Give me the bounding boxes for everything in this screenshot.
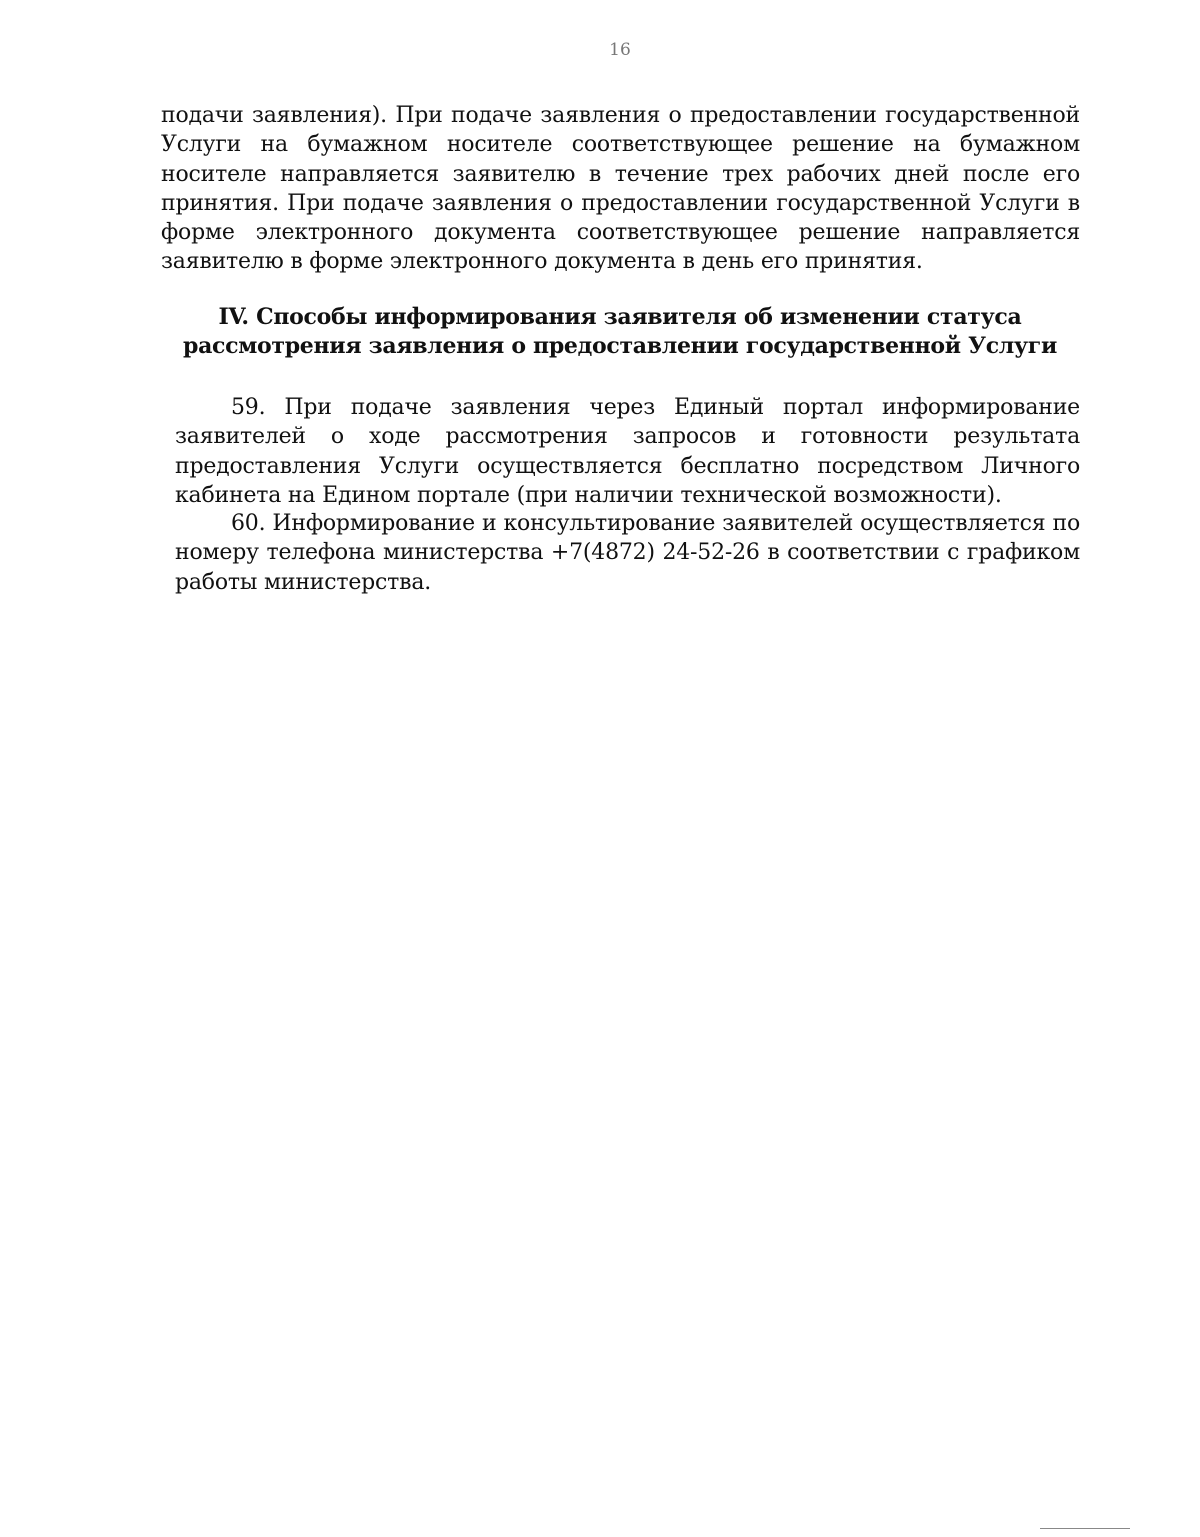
continuation-paragraph: подачи заявления). При подаче заявления о предоставлении государственной Услуги на бумажном носителе соответствующее решение на бумажном носителе направляется заявителю в течение трех рабочих дней после его принятия. При подаче заявления о предоставлении государственной Услуги в форме электронного документа соответствующее решение направляется заявителю в форме электронного документа в день его принятия. — [161, 103, 1080, 275]
page-number: 16 — [609, 40, 631, 60]
paragraph-59: 59. При подаче заявления через Единый портал информирование заявителей о ходе рассмотрения запросов и готовности результата предоставления Услуги осуществляется бесплатно посредством Личного кабинета на Едином портале (при наличии технической возможности). — [175, 395, 1080, 508]
section-heading-line-1: IV. Способы информирования заявителя об изменении статуса — [218, 304, 1022, 330]
section-heading — [150, 303, 1090, 362]
paragraph-60: 60. Информирование и консультирование заявителей осуществляется по номеру телефона министерства +7(4872) 24-52-26 в соответствии с графиком работы министерства. — [175, 511, 1080, 595]
section-heading-line-2: рассмотрения заявления о предоставлении государственной Услуги — [182, 333, 1057, 360]
scan-artifact-line — [1040, 1528, 1130, 1529]
